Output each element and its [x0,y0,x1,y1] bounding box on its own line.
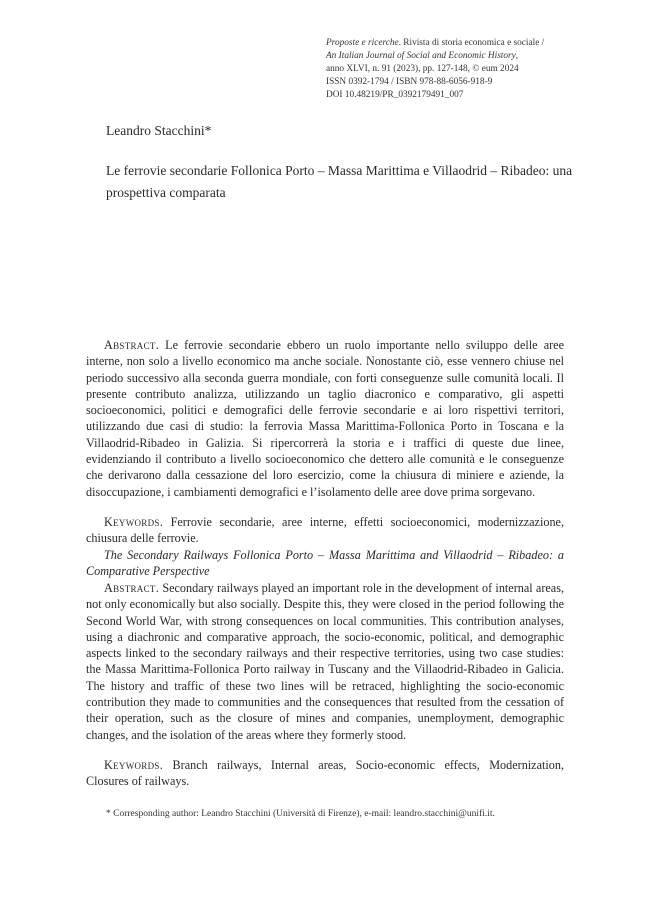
header-volume-info: anno XLVI, n. 91 (2023), pp. 127-148, © eum 2024 [326,64,519,74]
abstract-label-en: Abstract. [104,581,160,595]
keywords-english-paragraph [86,757,564,790]
header-issn: ISSN 0392-1794 / ISBN 978-88-6056-918-9 [326,77,493,87]
header-line-1-rest: . Rivista di storia economica e sociale / [398,38,545,48]
abstract-english [86,580,564,743]
header-line-1 [326,37,566,50]
abstract-text-it: Le ferrovie secondarie ebbero un ruolo importante nello sviluppo delle aree interne, non solo a livello economico ma anche sociale. Nonostante ciò, esse vennero chiuse nel periodo successivo alla seconda guerra mondiale, con forti conseguenze sulle comunità locali. Il presente contributo analizza, utilizzando un taglio diacronico e comparativo, gli aspetti socioeconomici, politici e demografici delle ferrovie secondarie e ai loro rispettivi territori, utilizzando due casi di studio: la ferrovia Massa Marittima-Follonica Porto in Toscana e la Villaodrid-Ribadeo in Galizia. Si ripercorrerà la storia e i traffici di queste due linee, evidenziando il contributo a livello socioeconomico che dettero alle comunità e le conseguenze che derivarono dalla cessazione del loro esercizio, come la chiusura di miniere e aziende, la disoccupazione, i cambiamenti demografici e l’isolamento delle aree dove prima sorgevano. [86,338,564,499]
abstract-english-paragraph [86,580,564,743]
keywords-label-it: Keywords. [104,515,164,529]
journal-header [326,37,566,102]
footnote-corresponding-author: * Corresponding author: Leandro Stacchini (Università di Firenze), e-mail: leandro.stacchini@unifi.it. [106,809,495,819]
author-name: Leandro Stacchini* [106,123,212,138]
keywords-text-en: Branch railways, Internal areas, Socio-economic effects, Modernization, Closures of railways. [86,758,564,789]
abstract-italian [86,337,564,500]
paper-title: Le ferrovie secondarie Follonica Porto – Massa Marittima e Villaodrid – Ribadeo: una prospettiva comparata [106,163,573,200]
header-doi: DOI 10.48219/PR_0392179491_007 [326,90,464,100]
keywords-italian-paragraph [86,514,564,547]
header-line-2 [326,50,566,63]
abstract-text-en: Secondary railways played an important role in the development of internal areas, not only economically but also socially. Despite this, they were closed in the period following the Second World War, with strong consequences on local communities. This contribution analyses, using a diachronic and comparative approach, the socio-economic, political, and demographic aspects linked to the secondary railways and their respective territories, using two case studies: the Massa Marittima-Follonica Porto railway in Tuscany and the Villaodrid-Ribadeo in Galicia. The history and traffic of these two lines will be retraced, highlighting the socio-economic contribution they made to communities and the consequences that resulted from the cessation of their operation, such as the closure of mines and companies, unemployment, demographic changes, and the isolation of the areas where they formerly stood. [86,581,564,742]
abstract-italian-paragraph [86,337,564,500]
keywords-english [86,757,564,790]
abstract-label-it: Abstract. [104,338,160,352]
journal-name-en: An Italian Journal of Social and Economic History [326,51,516,61]
keywords-text-it: Ferrovie secondarie, aree interne, effetti socioeconomici, modernizzazione, chiusura delle ferrovie. [86,515,564,546]
journal-name-it: Proposte e ricerche [326,38,399,48]
keywords-label-en: Keywords. [104,758,164,772]
english-title: The Secondary Railways Follonica Porto – Massa Marittima and Villaodrid – Ribadeo: a Comparative Perspective [86,548,564,579]
keywords-italian [86,514,564,547]
english-title-block [86,547,564,580]
header-line-2-rest: , [515,51,519,61]
